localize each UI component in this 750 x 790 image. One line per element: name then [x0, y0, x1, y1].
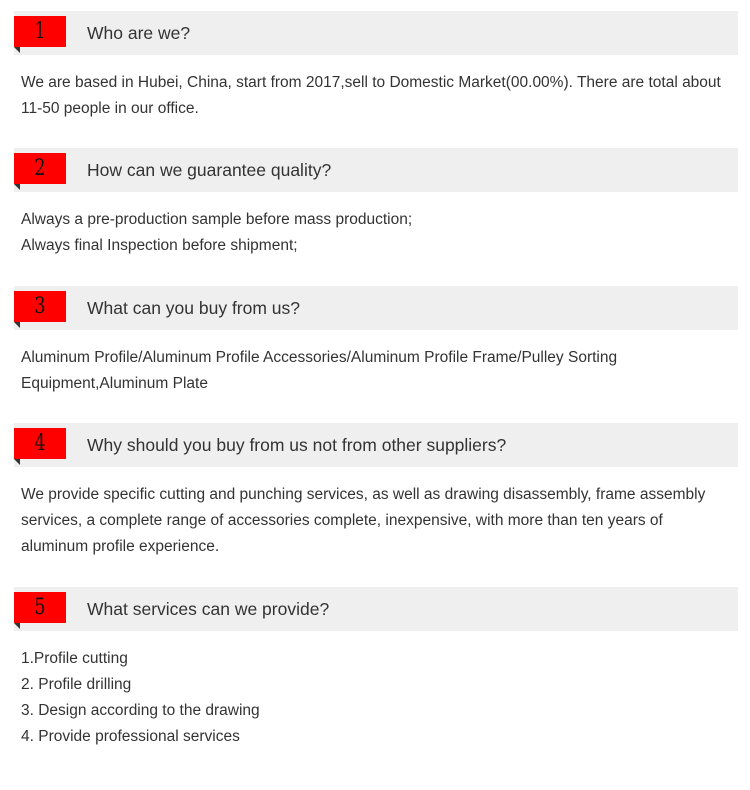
answer-text	[21, 70, 731, 122]
answer-list	[21, 646, 731, 750]
question-title: What can you buy from us?	[87, 298, 301, 318]
number-badge	[14, 291, 66, 322]
question-header	[14, 423, 738, 467]
list-item: 1.Profile cutting	[21, 650, 128, 667]
badge-number: 2	[34, 156, 46, 181]
badge-fold-corner	[14, 459, 20, 465]
number-badge	[14, 16, 66, 47]
question-header	[14, 148, 738, 192]
question-title: Why should you buy from us not from other suppliers?	[87, 435, 507, 455]
number-badge	[14, 153, 66, 184]
question-header	[14, 286, 738, 330]
list-item: Always final Inspection before shipment;	[21, 237, 298, 254]
badge-number: 3	[34, 294, 46, 319]
answer-list	[21, 207, 731, 259]
question-title: What services can we provide?	[87, 599, 330, 619]
badge-fold-corner	[14, 184, 20, 190]
list-item: 4. Provide professional services	[21, 728, 240, 745]
number-badge	[14, 592, 66, 623]
badge-fold-corner	[14, 47, 20, 53]
answer-paragraph: We are based in Hubei, China, start from 2017,sell to Domestic Market(00.00%). There are total about 11-50 people in our office.	[21, 74, 721, 117]
answer-paragraph: Aluminum Profile/Aluminum Profile Accessories/Aluminum Profile Frame/Pulley Sorting Equipment,Aluminum Plate	[21, 349, 618, 392]
question-title: How can we guarantee quality?	[87, 160, 332, 180]
answer-paragraph: We provide specific cutting and punching services, as well as drawing disassembly, frame assembly services, a complete range of accessories complete, inexpensive, with more than ten years of aluminum profile experience.	[21, 486, 706, 555]
list-item: 2. Profile drilling	[21, 676, 132, 693]
list-item: Always a pre-production sample before mass production;	[21, 211, 413, 228]
question-header	[14, 11, 738, 55]
question-header	[14, 587, 738, 631]
badge-number: 5	[34, 595, 46, 620]
answer-text	[21, 482, 731, 560]
badge-fold-corner	[14, 623, 20, 629]
answer-text	[21, 207, 731, 259]
number-badge	[14, 428, 66, 459]
answer-text	[21, 646, 731, 750]
question-title: Who are we?	[87, 23, 191, 43]
badge-number: 4	[34, 431, 46, 456]
badge-number: 1	[34, 19, 46, 44]
answer-text	[21, 345, 731, 397]
badge-fold-corner	[14, 322, 20, 328]
list-item: 3. Design according to the drawing	[21, 702, 260, 719]
